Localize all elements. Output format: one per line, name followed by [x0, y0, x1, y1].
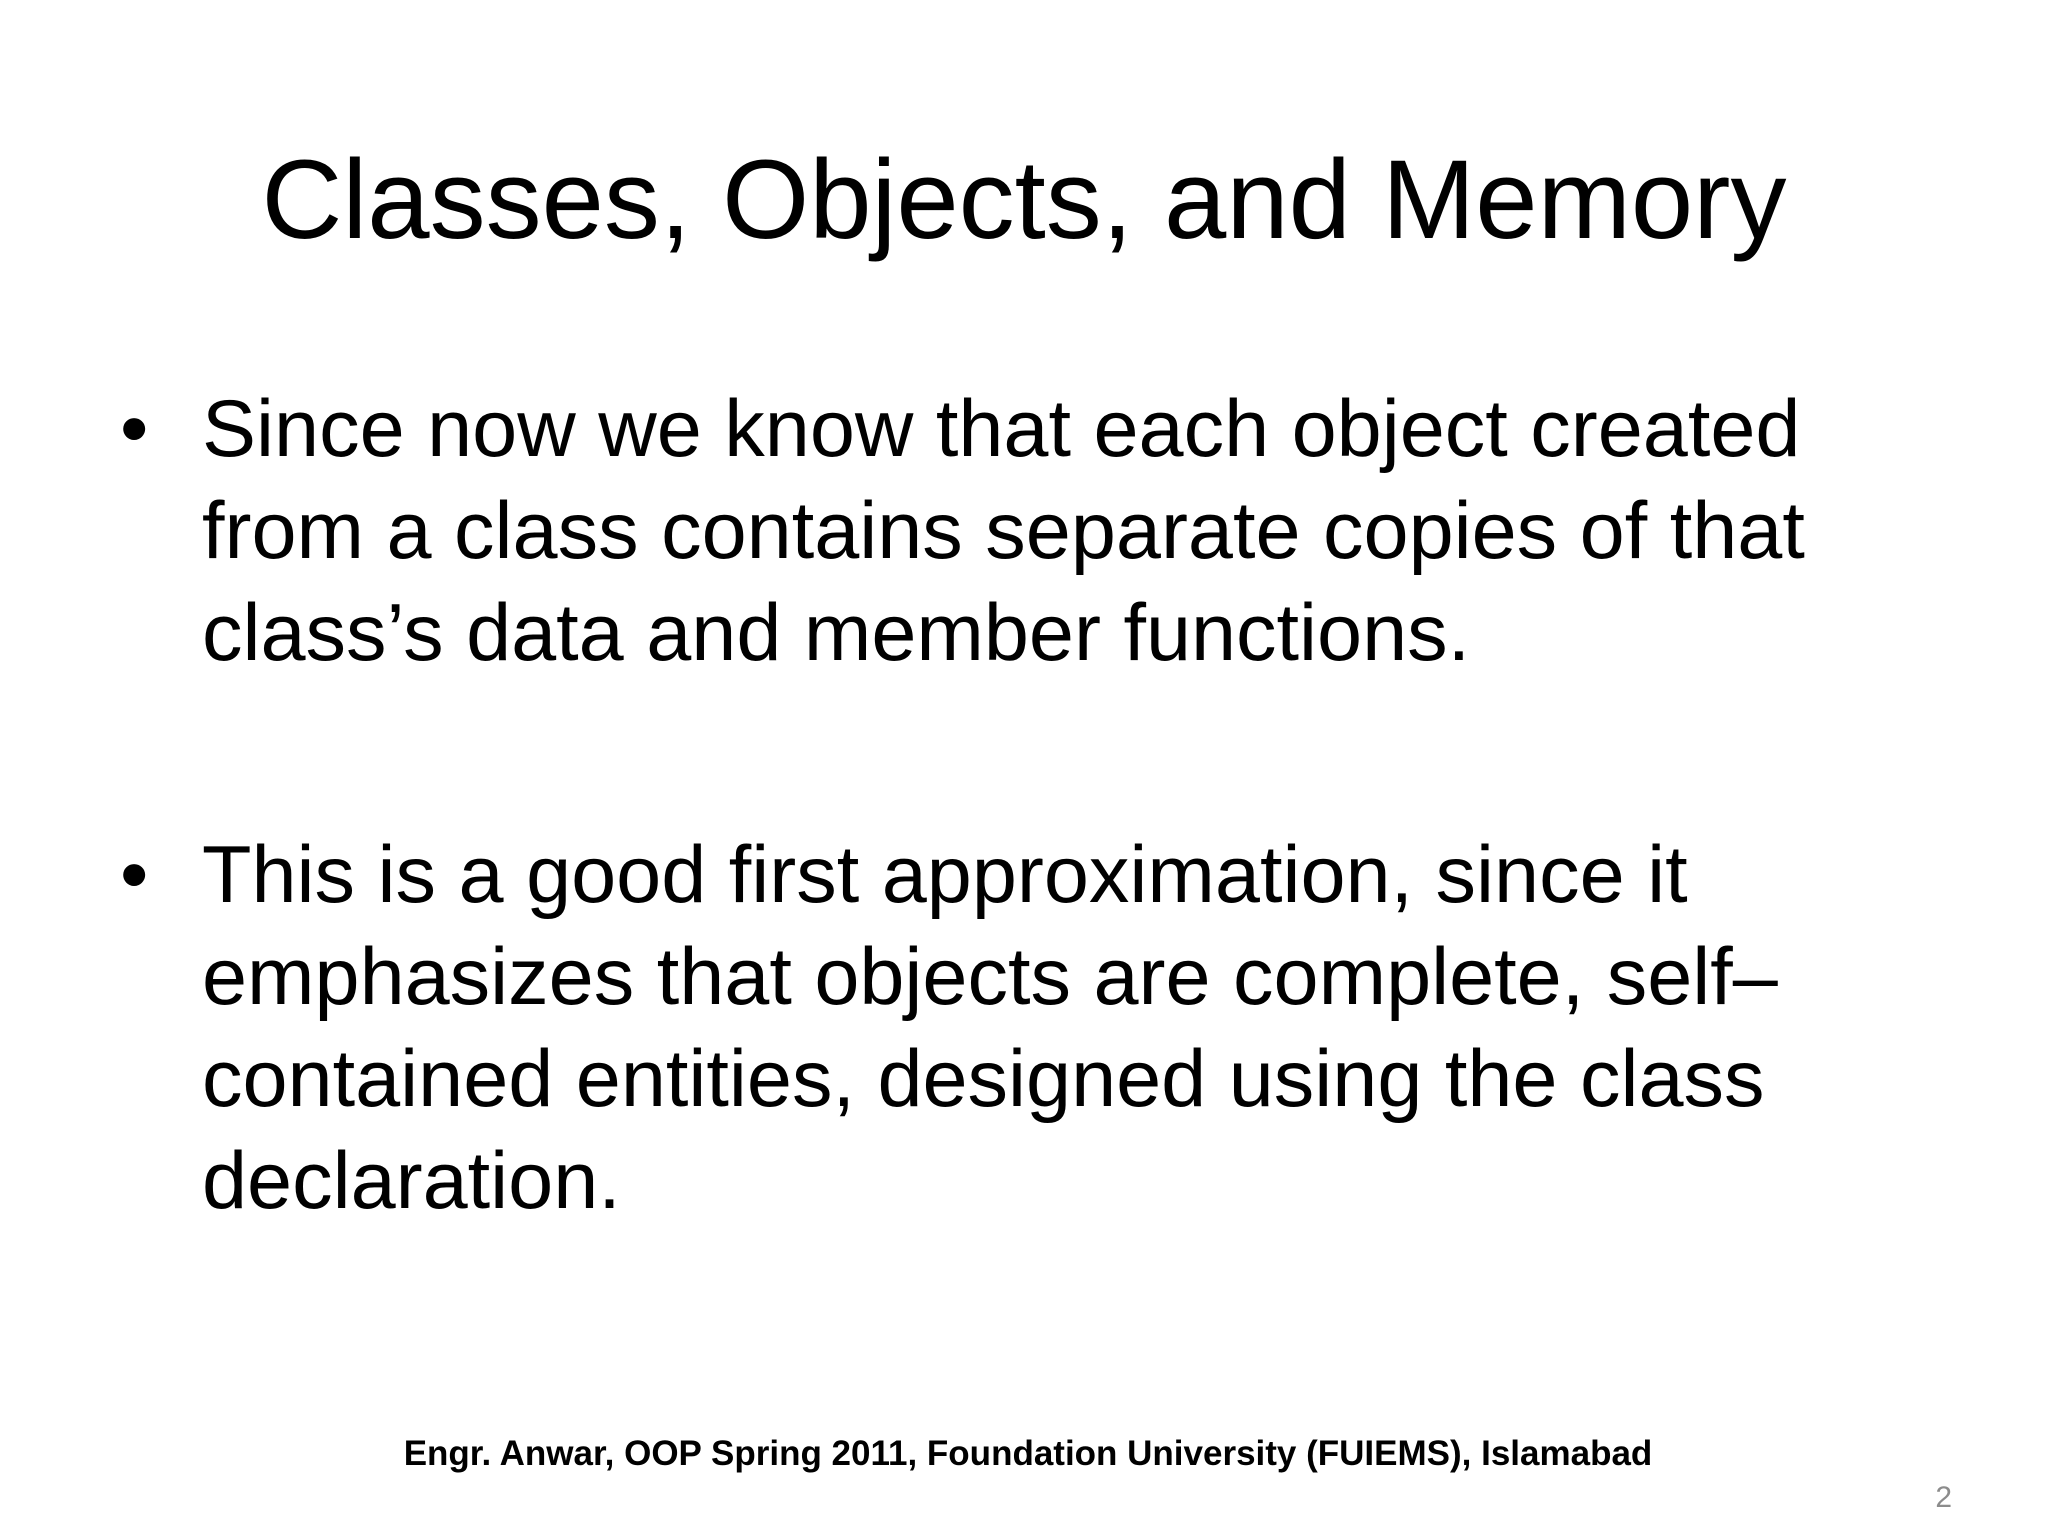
bullet-list [120, 378, 1920, 1372]
slide-title: Classes, Objects, and Memory [261, 137, 1787, 262]
bullet-item [120, 378, 1920, 684]
bullet-marker: • [120, 384, 149, 474]
slide-footer: Engr. Anwar, OOP Spring 2011, Foundation University (FUIEMS), Islamabad [403, 1434, 1653, 1473]
bullet-text: This is a good first approximation, since it emphasizes that objects are complete, self–contained entities, designed using the class declaration. [202, 830, 1778, 1226]
bullet-text: Since now we know that each object created from a class contains separate copies of that class’s data and member functions. [202, 384, 1805, 678]
bullet-marker: • [120, 830, 149, 920]
bullet-item [120, 824, 1920, 1232]
page-number: 2 [1935, 1481, 1952, 1514]
